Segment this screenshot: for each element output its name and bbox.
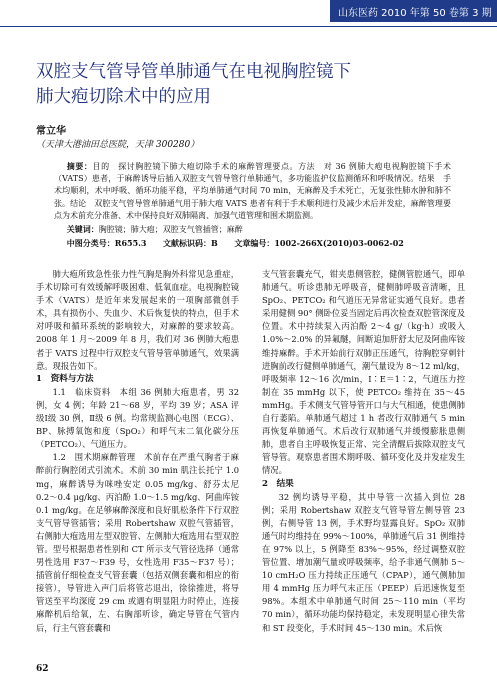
abstract-label: 摘要：	[66, 161, 93, 171]
page-header	[0, 0, 497, 34]
section-1-1-heading: 1.1 临床资料	[52, 386, 111, 397]
article-title	[36, 60, 466, 110]
doc-code-value: B	[211, 238, 218, 249]
keywords-label: 关键词：	[66, 224, 99, 235]
section-2-heading: 2 结果	[262, 478, 294, 489]
keywords-text: 胸腔镜；肺大疱；双腔支气管插管；麻醉	[98, 225, 243, 235]
header-rule	[0, 26, 497, 27]
article-no-value: 1002-266X(2010)03-0062-02	[274, 238, 404, 249]
continued-paragraph: 支气管套囊充气，钳夹患侧管腔，健侧管腔通气，即单肺通气。听诊患肺无呼吸音，健侧肺呼吸音清晰，且 SpO₂、PETCO₂ 和气道压无异常证实通气良好。患者采用健侧 90° 侧卧位妥当固定后再次检查双腔管深度及位置。术中持续泵入丙泊酚 2～4 g/（kg·h）或吸入 1.0%～2.0% 的异氟醚，间断追加肝舒太尼及阿曲库铵维持麻醉。手术开始前行双肺正压通气，待胸腔穿刺针进胸前改行健侧单肺通气，潮气量设为 8～12 ml/kg，呼吸频率 12～16 次/min，I∶E＝1∶2，气道压力控制在 35 mmHg 以下，使 PETCO₂ 维持在 35～45 mmHg。手术侧支气管导管开口与大气相通，使患侧肺自行萎陷。单肺通气超过 1 h 者改行双肺通气 5 min 再恢复单肺通气。术后改行双肺通气并缓慢膨胀患侧肺，患者自主呼吸恢复正常、完全清醒后拔除双腔支气管导管。观察患者围术期呼吸、循环变化及并发症发生情况。	[262, 269, 465, 476]
left-column	[36, 268, 239, 635]
page-number: 62	[36, 664, 49, 674]
classification-line	[54, 237, 451, 250]
right-column	[262, 268, 465, 635]
keywords	[54, 223, 451, 236]
section-1-2-heading: 1.2 围术期麻醉管理	[52, 452, 136, 463]
clc-value: R655.3	[114, 238, 147, 249]
journal-citation: 山东医药 2010 年第 50 卷第 3 期	[338, 8, 492, 19]
doc-code-label: 文献标识码：	[163, 238, 212, 249]
results-paragraph: 32 例均诱导平稳，其中导管一次插入到位 28 例；采用 Robertshaw 双腔支气管导管左侧导管 23 例，右侧导管 13 例，手术野均显露良好。SpO₂ 双肺通气时均维持在 99%～100%，单肺通气后 31 例维持在 97% 以上，5 例降至 83%～95%，经过调整双腔管位置、增加潮气量或呼吸频率，给予非通气侧肺 5～10 cmH₂O 压力持续正压通气（CPAP），通气侧肺加用 4 mmHg 压力呼气末正压（PEEP）后迅速恢复至 98%。本组术中单肺通气时间 25～110 min（平均 70 min），循环功能均保持稳定，未发现明显心律失常和 ST 段变化，手术时间 45～130 min。术后恢	[262, 491, 465, 633]
abstract-text: 目的 探讨胸腔镜下肺大疱切除手术的麻醉管理要点。方法 对 36 例肺大疱电视胸腔镜下手术（VATS）患者，于麻醉诱导后插入双腔支气管导管行单肺通气，多功能监护仪监测循环和呼吸情况。结果 手术均顺利，术中呼吸、循环功能平稳，平均单肺通气时间 70 min，无麻醉及手术死亡，无复张性肺水肿和肺不张。结论 双腔支气管导管单肺通气用于肺大疱 VATS 患者有利于手术顺利进行及减少术后并发症，麻醉管理要点为术前充分准备、术中保持良好双肺隔离、加强气道管理和围术期监测。	[54, 162, 451, 220]
section-1-1	[36, 386, 239, 451]
affiliation: （天津大港油田总医院，天津 300280）	[36, 140, 200, 150]
title-line-1: 双腔支气管导管单肺通气在电视胸腔镜下	[36, 62, 351, 82]
title-line-2: 肺大疱切除术中的应用	[36, 87, 211, 107]
section-1-2-text: 术前存在严重气胸者于麻醉前行胸腔闭式引流术。术前 30 min 肌注长托宁 1.0 mg，麻醉诱导为咪唑安定 0.05 mg/kg、舒芬太尼 0.2～0.4 μg/kg、丙泊酚 1.0～1.5 mg/kg、阿曲库铵 0.1 mg/kg。在足够麻醉深度和良好肌松条件下行双腔支气管导管插管；采用 Robertshaw 双腔气管插管，右侧肺大疱选用左型双腔管、左侧肺大疱选用右型双腔管。型号根据患者性别和 CT 所示支气管径选择（通常男性选用 F37～F39 号，女性选用 F35～F37 号）；插管前仔细检查支气管套囊（包括双侧套囊和相应的衔接管），导管进入声门后将管芯退出，徐徐推进，将导管送至平均深度 29 cm 或遇有明显阻力时停止，连接麻醉机后给氧，左、右胸部听诊，确定导管在气管内后，行主气管套囊和	[36, 452, 239, 633]
clc-label: 中图分类号：	[66, 238, 115, 249]
abstract	[54, 160, 451, 251]
intro-paragraph: 肺大疱所致急性张力性气胸是胸外科常见急重症，手术切除可有效缓解呼吸困难、低氧血症。电视胸腔镜手术（VATS）是近年来发展起来的一项胸部微创手术，具有损伤小、失血少、术后恢复快的特点，但手术对呼吸和循环系统的影响较大，对麻醉的要求较高。2008 年 1 月～2009 年 8 月，我们对 36 例肺大疱患者于 VATS 过程中行双腔支气管导管单肺通气，效果满意。现报告如下。	[36, 269, 239, 371]
article-no-label: 文章编号：	[234, 238, 275, 249]
author: 常立华	[36, 126, 66, 137]
section-1-2	[36, 451, 239, 634]
section-1-1-text: 本组 36 例肺大疱患者，男 32 例，女 4 例；年龄 21～68 岁，平均 39 岁；ASA 评级Ⅰ级 30 例，Ⅱ级 6 例。均常规监测心电图（ECG）、BP、脉搏氧饱和度（SpO₂）和呼气末二氧化碳分压（PETCO₂）、气道压力。	[36, 386, 239, 450]
abstract-body	[54, 160, 451, 222]
section-1-heading: 1 资料与方法	[36, 373, 94, 384]
